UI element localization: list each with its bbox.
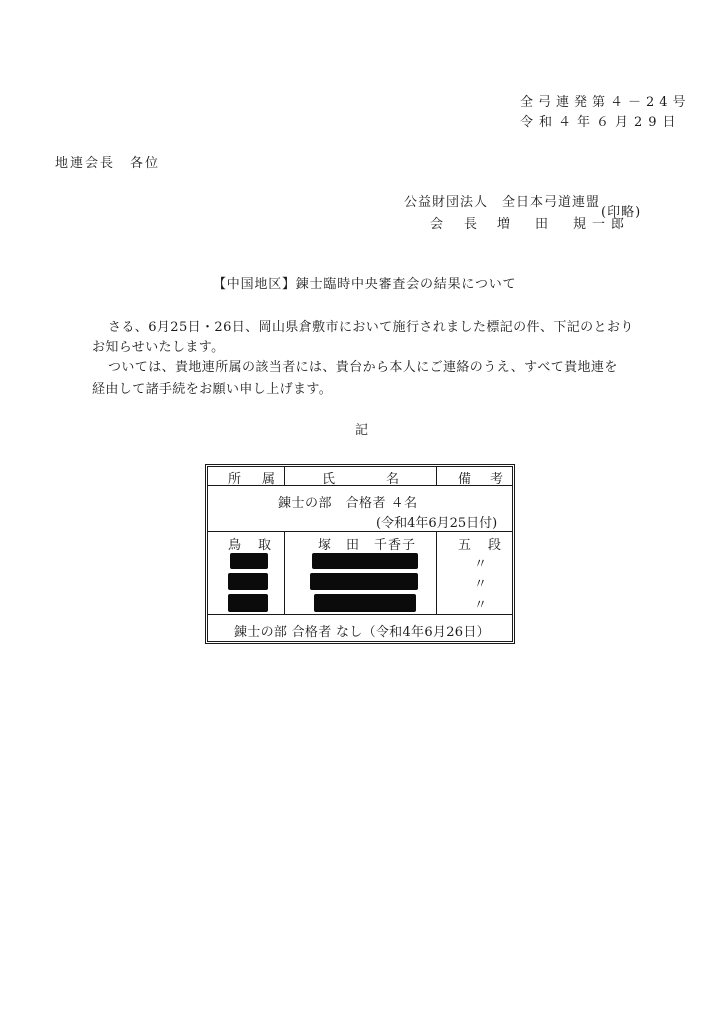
column-header-affiliation: 所 属 xyxy=(228,472,280,487)
column-header-remarks: 備 考 xyxy=(458,472,507,487)
body-paragraph-1-line-2: お知らせいたします。 xyxy=(92,340,225,355)
document-date: 令和４年６月29日 xyxy=(520,115,682,130)
table-divider xyxy=(208,531,512,532)
redacted-name xyxy=(312,553,418,569)
table-divider xyxy=(284,467,285,485)
section-date: (令和4年6月25日付) xyxy=(376,516,498,531)
table-divider xyxy=(436,531,437,614)
table-divider xyxy=(208,614,512,615)
sender-organization: 公益財団法人 全日本弓道連盟 xyxy=(404,195,601,210)
redacted-affiliation xyxy=(230,553,268,569)
row-name: 塚 田 千香子 xyxy=(318,538,417,553)
body-paragraph-2-line-2: 経由して諸手続をお願い申し上げます。 xyxy=(92,382,333,397)
table-divider xyxy=(284,531,285,614)
body-paragraph-2-line-1: ついては、貴地連所属の該当者には、貴台から本人にご連絡のうえ、すべて貴地連を xyxy=(108,360,618,375)
document-subject: 【中国地区】錬士臨時中央審査会の結果について xyxy=(213,277,517,292)
section-title-passed: 錬士の部 合格者 ４名 xyxy=(278,496,418,511)
column-header-name: 氏 名 xyxy=(322,472,403,487)
row-remarks: 五 段 xyxy=(458,538,504,553)
redacted-affiliation xyxy=(228,573,268,590)
redacted-name xyxy=(314,594,416,612)
sender-title: 会 長 xyxy=(430,217,482,232)
addressee: 地連会長 各位 xyxy=(55,156,161,171)
body-paragraph-1-line-1: さる、6月25日・26日、岡山県倉敷市において施行されました標記の件、下記のとおり xyxy=(108,320,634,335)
row-affiliation: 鳥 取 xyxy=(228,538,274,553)
section-title-none-passed: 錬士の部 合格者 なし（令和4年6月26日） xyxy=(234,625,490,640)
redacted-affiliation xyxy=(228,594,268,612)
row-remarks: 〃 xyxy=(474,577,488,592)
document-number: 全弓連発第４－24号 xyxy=(520,95,691,110)
sender-name: 増 田 規一郎 xyxy=(497,217,631,232)
results-table xyxy=(205,464,515,644)
row-remarks: 〃 xyxy=(474,557,488,572)
row-remarks: 〃 xyxy=(474,598,488,613)
redacted-name xyxy=(310,573,418,590)
ki-heading: 記 xyxy=(355,423,369,438)
table-divider xyxy=(436,467,437,485)
seal-omitted-note: (印略) xyxy=(601,205,642,220)
